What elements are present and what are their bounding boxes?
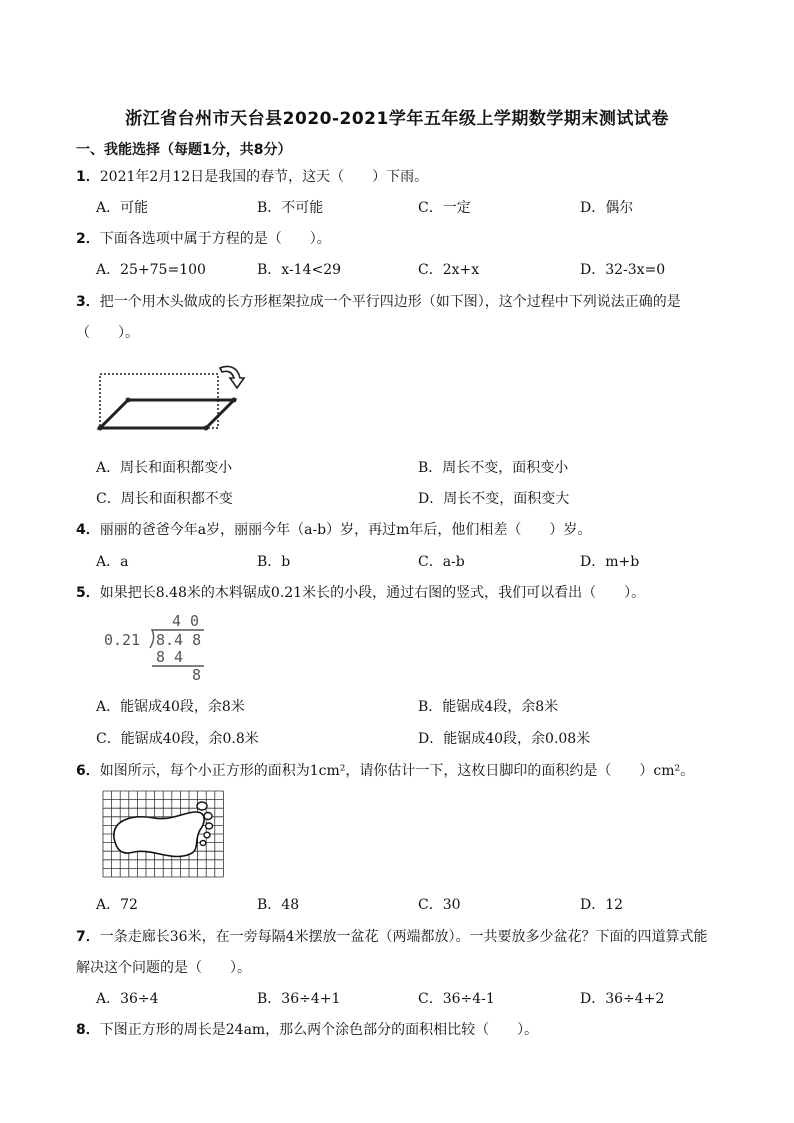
question-8 <box>76 1019 538 1039</box>
option-a: A．72 <box>96 897 138 913</box>
option-b: B．48 <box>257 897 300 913</box>
option-c: C．30 <box>418 897 461 913</box>
question-1 <box>76 166 428 186</box>
question-text: 把一个用木头做成的长方形框架拉成一个平行四边形（如下图），这个过程中下列说法正确的是 <box>99 294 681 310</box>
option-b: B．x-14<29 <box>257 262 342 278</box>
option-b: B．周长不变，面积变小 <box>418 460 569 476</box>
question-text: 丽丽的爸爸今年a岁，丽丽今年（a-b）岁，再过m年后，他们相差（ ）岁。 <box>99 522 592 538</box>
question-number: 2． <box>76 231 100 247</box>
question-text: 如图所示，每个小正方形的面积为1cm²，请你估计一下，这枚日脚印的面积约是（ ）cm²。 <box>99 763 695 779</box>
question-5 <box>76 582 645 602</box>
option-a: A．能锯成40段，余8米 <box>96 699 245 715</box>
question-7 <box>76 926 707 946</box>
question-text: 如果把长8.48米的木料锯成0.21米长的小段，通过右图的竖式，我们可以看出（ ）。 <box>99 585 646 601</box>
option-c: C．一定 <box>418 200 471 216</box>
option-c: C．能锯成40段，余0.8米 <box>96 731 259 747</box>
option-c: C．a-b <box>418 554 465 570</box>
question-number: 5． <box>76 585 100 601</box>
toe-2 <box>204 813 212 820</box>
section-heading: 一、我能选择（每题1分，共8分） <box>76 142 292 158</box>
footprint-grid-figure <box>102 790 228 882</box>
question-number: 4． <box>76 522 100 538</box>
frame-figure <box>94 360 254 438</box>
toe-4 <box>204 832 210 838</box>
long-division-figure <box>100 612 210 684</box>
option-a: A．a <box>96 554 129 570</box>
option-a: A．周长和面积都变小 <box>96 460 233 476</box>
division-divisor: 0.21 <box>104 631 141 649</box>
division-quotient: 4 0 <box>172 612 200 630</box>
option-b: B．不可能 <box>257 200 324 216</box>
question-text: 下图正方形的周长是24am，那么两个涂色部分的面积相比较（ ）。 <box>99 1022 539 1038</box>
question-6 <box>76 760 694 780</box>
option-d: D．m+b <box>580 554 640 570</box>
toe-5 <box>200 841 206 846</box>
toe-1 <box>197 802 207 810</box>
option-d: D．12 <box>580 897 624 913</box>
option-d: D．偶尔 <box>580 200 634 216</box>
question-number: 7． <box>76 929 100 945</box>
question-text: 一条走廊长36米，在一旁每隔4米摆放一盆花（两端都放）。一共要放多少盆花？下面的四道算式能 <box>99 929 708 945</box>
question-3-continued: （ ）。 <box>76 325 139 341</box>
question-number: 6． <box>76 763 100 779</box>
division-partial-product: 8 4 <box>156 648 184 666</box>
division-remainder: 8 <box>192 666 202 684</box>
question-4 <box>76 519 591 539</box>
option-b: B．36÷4+1 <box>257 991 341 1007</box>
question-number: 1． <box>76 169 100 185</box>
option-c: C．周长和面积都不变 <box>96 491 233 507</box>
parallelogram-frame <box>100 400 234 428</box>
option-d: D．36÷4+2 <box>580 991 665 1007</box>
option-a: A．可能 <box>96 200 149 216</box>
question-text: 下面各选项中属于方程的是（ ）。 <box>99 231 331 247</box>
option-c: C．36÷4-1 <box>418 991 495 1007</box>
option-a: A．25+75=100 <box>96 262 206 278</box>
question-number: 8． <box>76 1022 100 1038</box>
question-7-continued: 解决这个问题的是（ ）。 <box>76 960 251 976</box>
paper-title: 浙江省台州市天台县2020-2021学年五年级上学期数学期末测试试卷 <box>125 109 669 129</box>
option-d: D．能锯成40段，余0.08米 <box>418 731 591 747</box>
question-text: 2021年2月12日是我国的春节，这天（ ）下雨。 <box>99 169 429 185</box>
option-d: D．32-3x=0 <box>580 262 666 278</box>
question-2 <box>76 228 331 248</box>
option-a: A．36÷4 <box>96 991 159 1007</box>
option-b: B．能锯成4段，余8米 <box>418 699 559 715</box>
option-b: B．b <box>257 554 291 570</box>
toe-3 <box>206 823 213 829</box>
option-d: D．周长不变，面积变大 <box>418 491 570 507</box>
division-dividend: 8.4 8 <box>156 631 202 649</box>
curved-arrow-icon <box>220 366 244 388</box>
question-number: 3． <box>76 294 100 310</box>
footprint-sole <box>114 812 204 857</box>
question-3 <box>76 291 681 311</box>
option-c: C．2x+x <box>418 262 480 278</box>
